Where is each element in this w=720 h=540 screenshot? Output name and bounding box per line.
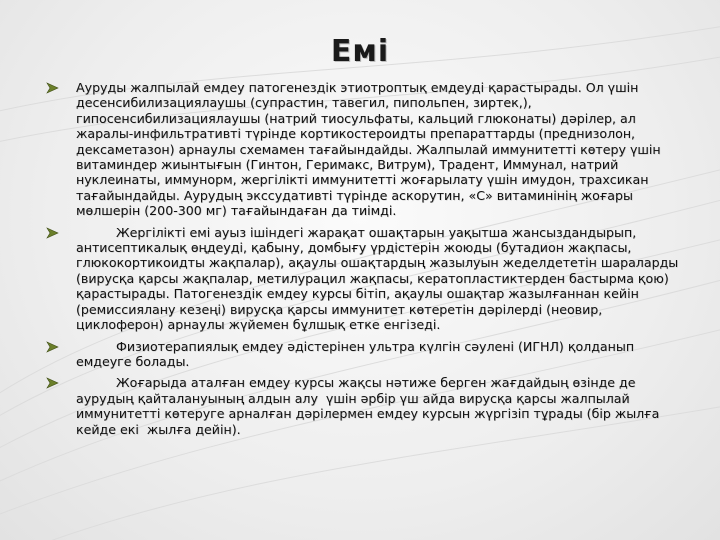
bullet-item-4 (46, 375, 680, 437)
bullet-list (46, 80, 683, 443)
bullet-text: Жоғарыда аталған емдеу курсы жақсы нәтиже берген жағдайдың өзінде де аурудың қайталануының алдын алу үшін әрбір үш айда вирусқа қарсы жалпылай иммунитетті көтеруге арналған дәрілермен емдеу курсын жүргізіп тұрады (бір жылға кейде екі жылға дейін). (76, 375, 664, 437)
arrow-bullet-icon (46, 227, 60, 239)
arrow-bullet-icon (46, 377, 60, 389)
arrow-bullet-icon (46, 341, 60, 353)
bullet-text: Ауруды жалпылай емдеу патогенездік этиотроптық емдеуді қарастырады. Ол үшін десенсибилизациялаушы (супрастин, тавегил, пипольпен, зиртек,), гипосенсибилизациялаушы (натрий тиосульфаты, кальций глюконаты) дәрілер, ал жаралы-инфильтративті түрінде кортикостероидты препараттарды (преднизолон, дексаметазон) арнаулы схемамен тағайындайды. Жалпылай иммунитетті көтеру үшін витаминдер жиынтығын (Гинтон, Геримакс, Витрум), Традент, Иммунал, натрий нуклеинаты, иммунорм, жергілікті иммунитетті жоғарылату үшін имудон, трахсикан тағайындайды. Аурудың экссудативті түрінде аскорутин, «С» витаминінің жоғары мөлшерін (200-300 мг) тағайындаған да тиімді. (76, 80, 661, 219)
bullet-item-2 (46, 224, 683, 333)
bullet-text: Физиотерапиялық емдеу әдістерінен ультра күлгін сәулені (ИГНЛ) қолданып емдеуге болады. (76, 338, 639, 369)
arrow-bullet-icon (46, 82, 60, 94)
bullet-item-3 (46, 339, 680, 370)
bullet-item-1 (46, 80, 680, 219)
bullet-text: Жергілікті емі ауыз ішіндегі жарақат ошақтарын уақытша жансыздандырып, антисептикалық өңдеуді, қабыну, домбығу үрдістерін жоюды (бутадион жақпасы, глюкокортикоидты жақпалар), ақаулы ошақтардың жазылуын жеделдететін шараларды (вирусқа қарсы жақпалар, метилурацил жақпасы, кератопластиктерден бастырма қою) қарастырады. Патогенездік емдеу курсы бітіп, ақаулы ошақтар жазылғаннан кейін (ремиссиялану кезеңі) вирусқа қарсы иммунитет көтеретін дәрілерді (неовир, циклоферон) арнаулы жүйемен бұлшық етке енгізеді. (76, 224, 683, 333)
slide-title: Емі (330, 34, 390, 69)
